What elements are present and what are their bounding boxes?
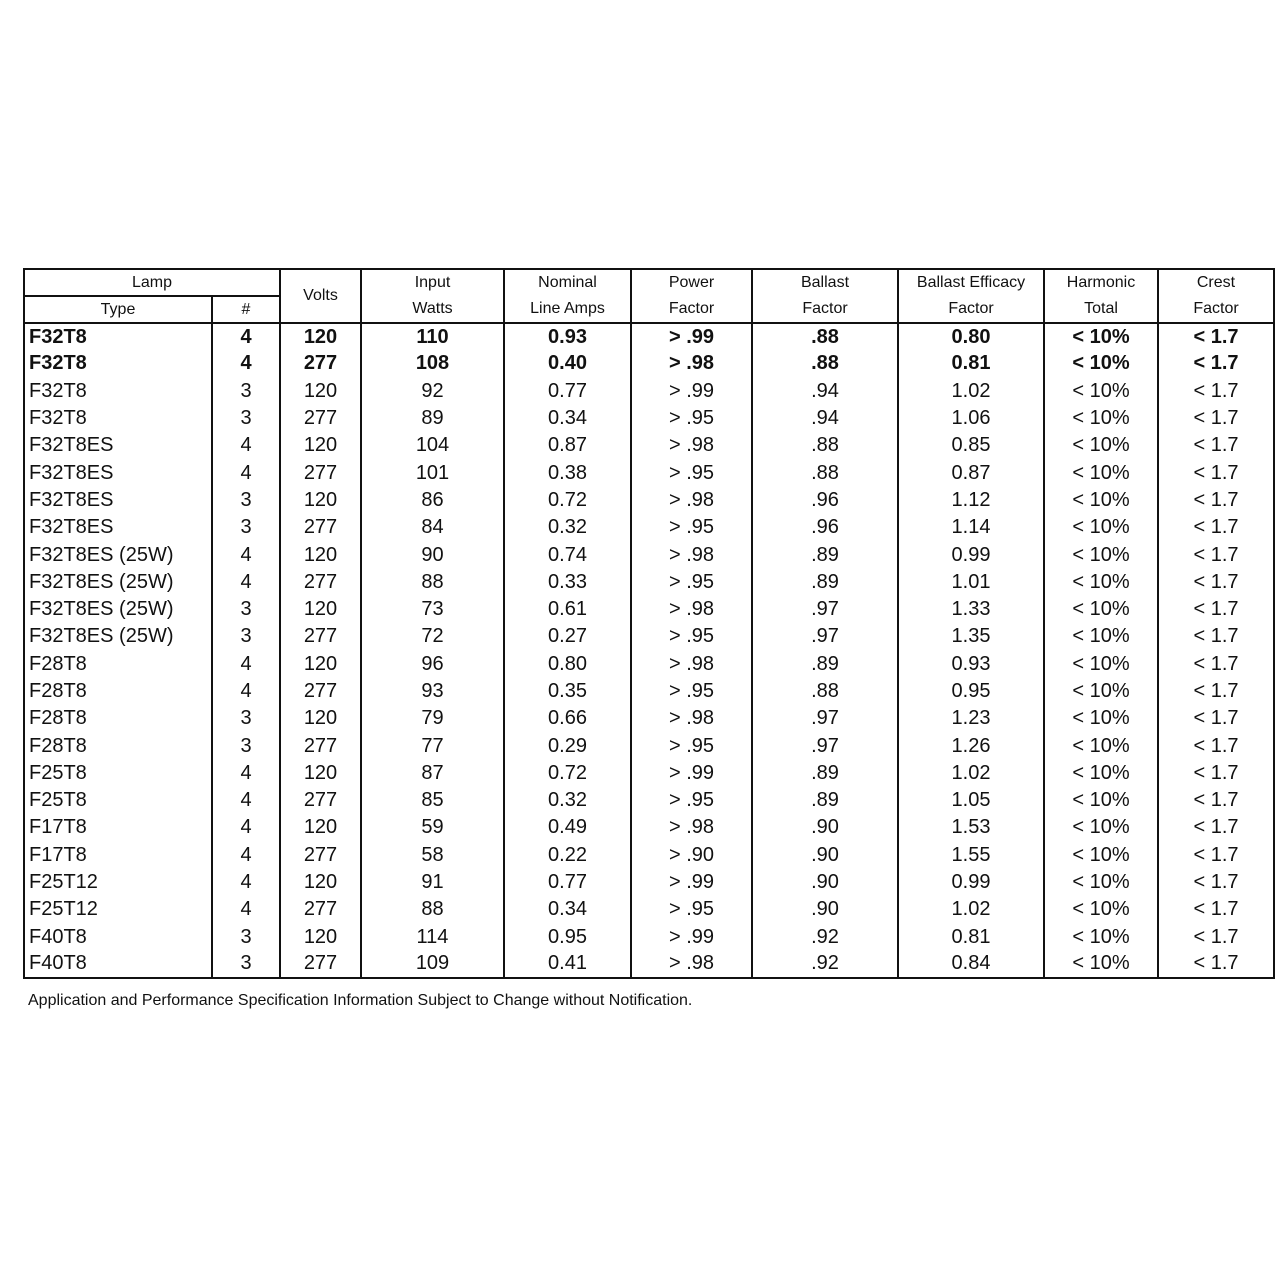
input-watts-header-line1: Input (361, 269, 504, 296)
input-watts-cell: 87 (361, 760, 504, 787)
table-row (24, 869, 1274, 896)
ballast-factor-cell: .89 (752, 651, 898, 678)
count-cell: 3 (212, 623, 280, 650)
table-row (24, 951, 1274, 978)
count-cell: 4 (212, 842, 280, 869)
crest-factor-cell: < 1.7 (1158, 323, 1274, 350)
harmonic-total-cell: < 10% (1044, 678, 1158, 705)
ballast-efficacy-cell: 1.26 (898, 732, 1044, 759)
power-factor-cell: > .98 (631, 814, 752, 841)
harmonic-total-cell: < 10% (1044, 459, 1158, 486)
count-cell: 4 (212, 323, 280, 350)
volts-cell: 120 (280, 541, 361, 568)
ballast-efficacy-cell: 1.55 (898, 842, 1044, 869)
harmonic-total-cell: < 10% (1044, 432, 1158, 459)
input-watts-cell: 108 (361, 350, 504, 377)
ballast-spec-table (23, 268, 1275, 979)
ballast-efficacy-cell: 0.80 (898, 323, 1044, 350)
type-cell: F40T8 (24, 951, 212, 978)
harmonic-total-cell: < 10% (1044, 405, 1158, 432)
power-factor-cell: > .95 (631, 405, 752, 432)
line-amps-cell: 0.77 (504, 869, 631, 896)
count-cell: 3 (212, 732, 280, 759)
power-factor-cell: > .95 (631, 732, 752, 759)
type-cell: F17T8 (24, 842, 212, 869)
count-cell: 4 (212, 814, 280, 841)
harmonic-total-cell: < 10% (1044, 842, 1158, 869)
type-cell: F32T8 (24, 405, 212, 432)
crest-factor-cell: < 1.7 (1158, 732, 1274, 759)
type-cell: F40T8 (24, 924, 212, 951)
crest-factor-cell: < 1.7 (1158, 678, 1274, 705)
type-cell: F32T8ES (25W) (24, 541, 212, 568)
count-cell: 3 (212, 951, 280, 978)
ballast-efficacy-cell: 1.02 (898, 760, 1044, 787)
type-cell: F32T8 (24, 378, 212, 405)
volts-cell: 120 (280, 432, 361, 459)
volts-cell: 120 (280, 651, 361, 678)
table-row (24, 514, 1274, 541)
ballast-efficacy-cell: 0.81 (898, 924, 1044, 951)
nominal-line-amps-header-line2: Line Amps (504, 296, 631, 323)
type-cell: F32T8ES (24, 487, 212, 514)
input-watts-cell: 93 (361, 678, 504, 705)
line-amps-cell: 0.72 (504, 487, 631, 514)
harmonic-total-cell: < 10% (1044, 514, 1158, 541)
harmonic-total-header-line2: Total (1044, 296, 1158, 323)
table-row (24, 787, 1274, 814)
count-cell: 4 (212, 760, 280, 787)
volts-cell: 120 (280, 760, 361, 787)
table-row (24, 487, 1274, 514)
count-cell: 3 (212, 405, 280, 432)
table-row (24, 378, 1274, 405)
crest-factor-cell: < 1.7 (1158, 514, 1274, 541)
crest-factor-cell: < 1.7 (1158, 705, 1274, 732)
type-cell: F32T8ES (25W) (24, 596, 212, 623)
count-cell: 4 (212, 350, 280, 377)
volts-cell: 120 (280, 378, 361, 405)
count-header: # (212, 296, 280, 323)
ballast-efficacy-factor-header-line1: Ballast Efficacy (898, 269, 1044, 296)
crest-factor-cell: < 1.7 (1158, 842, 1274, 869)
type-cell: F25T12 (24, 896, 212, 923)
crest-factor-cell: < 1.7 (1158, 596, 1274, 623)
ballast-efficacy-cell: 0.99 (898, 541, 1044, 568)
harmonic-total-cell: < 10% (1044, 787, 1158, 814)
ballast-factor-cell: .96 (752, 487, 898, 514)
crest-factor-cell: < 1.7 (1158, 760, 1274, 787)
ballast-factor-cell: .88 (752, 459, 898, 486)
ballast-efficacy-cell: 1.14 (898, 514, 1044, 541)
input-watts-cell: 92 (361, 378, 504, 405)
type-cell: F32T8ES (24, 432, 212, 459)
input-watts-cell: 109 (361, 951, 504, 978)
table-row (24, 569, 1274, 596)
input-watts-header-line2: Watts (361, 296, 504, 323)
ballast-factor-cell: .92 (752, 924, 898, 951)
line-amps-cell: 0.72 (504, 760, 631, 787)
table-row (24, 432, 1274, 459)
input-watts-cell: 85 (361, 787, 504, 814)
input-watts-cell: 88 (361, 569, 504, 596)
type-cell: F25T12 (24, 869, 212, 896)
table-row (24, 459, 1274, 486)
table-row (24, 814, 1274, 841)
harmonic-total-cell: < 10% (1044, 814, 1158, 841)
harmonic-total-cell: < 10% (1044, 487, 1158, 514)
ballast-factor-cell: .90 (752, 842, 898, 869)
input-watts-cell: 101 (361, 459, 504, 486)
harmonic-total-cell: < 10% (1044, 896, 1158, 923)
line-amps-cell: 0.93 (504, 323, 631, 350)
ballast-efficacy-cell: 1.33 (898, 596, 1044, 623)
volts-cell: 277 (280, 459, 361, 486)
ballast-efficacy-cell: 1.01 (898, 569, 1044, 596)
type-cell: F32T8 (24, 350, 212, 377)
volts-header: Volts (280, 269, 361, 323)
input-watts-cell: 91 (361, 869, 504, 896)
power-factor-cell: > .95 (631, 896, 752, 923)
crest-factor-cell: < 1.7 (1158, 459, 1274, 486)
crest-factor-cell: < 1.7 (1158, 814, 1274, 841)
ballast-efficacy-cell: 1.06 (898, 405, 1044, 432)
power-factor-cell: > .98 (631, 705, 752, 732)
line-amps-cell: 0.49 (504, 814, 631, 841)
volts-cell: 277 (280, 787, 361, 814)
line-amps-cell: 0.34 (504, 405, 631, 432)
line-amps-cell: 0.33 (504, 569, 631, 596)
ballast-factor-cell: .89 (752, 541, 898, 568)
ballast-efficacy-cell: 1.02 (898, 896, 1044, 923)
power-factor-cell: > .99 (631, 378, 752, 405)
header-row-top (24, 269, 1274, 296)
ballast-factor-cell: .94 (752, 405, 898, 432)
volts-cell: 277 (280, 569, 361, 596)
line-amps-cell: 0.27 (504, 623, 631, 650)
input-watts-cell: 114 (361, 924, 504, 951)
crest-factor-cell: < 1.7 (1158, 487, 1274, 514)
power-factor-cell: > .99 (631, 869, 752, 896)
ballast-factor-cell: .88 (752, 432, 898, 459)
volts-cell: 277 (280, 350, 361, 377)
input-watts-cell: 90 (361, 541, 504, 568)
power-factor-cell: > .98 (631, 432, 752, 459)
type-cell: F25T8 (24, 787, 212, 814)
table-row (24, 350, 1274, 377)
table-row (24, 651, 1274, 678)
table-row (24, 924, 1274, 951)
ballast-factor-cell: .90 (752, 814, 898, 841)
table-row (24, 678, 1274, 705)
ballast-efficacy-cell: 0.95 (898, 678, 1044, 705)
footnote: Application and Performance Specification Information Subject to Change without Notification. (28, 992, 693, 1009)
crest-factor-cell: < 1.7 (1158, 378, 1274, 405)
header-row-bottom (24, 296, 1274, 323)
table-row (24, 842, 1274, 869)
volts-cell: 277 (280, 514, 361, 541)
power-factor-cell: > .99 (631, 323, 752, 350)
power-factor-cell: > .95 (631, 623, 752, 650)
ballast-efficacy-cell: 0.85 (898, 432, 1044, 459)
power-factor-cell: > .98 (631, 350, 752, 377)
type-cell: F25T8 (24, 760, 212, 787)
type-cell: F28T8 (24, 705, 212, 732)
harmonic-total-cell: < 10% (1044, 869, 1158, 896)
table-row (24, 623, 1274, 650)
power-factor-cell: > .99 (631, 924, 752, 951)
harmonic-total-cell: < 10% (1044, 760, 1158, 787)
count-cell: 4 (212, 678, 280, 705)
power-factor-cell: > .98 (631, 541, 752, 568)
ballast-efficacy-factor-header-line2: Factor (898, 296, 1044, 323)
power-factor-cell: > .95 (631, 459, 752, 486)
count-cell: 3 (212, 514, 280, 541)
crest-factor-cell: < 1.7 (1158, 541, 1274, 568)
harmonic-total-cell: < 10% (1044, 569, 1158, 596)
power-factor-header-line2: Factor (631, 296, 752, 323)
line-amps-cell: 0.77 (504, 378, 631, 405)
count-cell: 4 (212, 896, 280, 923)
harmonic-total-cell: < 10% (1044, 623, 1158, 650)
harmonic-total-cell: < 10% (1044, 732, 1158, 759)
volts-cell: 120 (280, 487, 361, 514)
input-watts-cell: 77 (361, 732, 504, 759)
input-watts-cell: 96 (361, 651, 504, 678)
input-watts-cell: 59 (361, 814, 504, 841)
input-watts-cell: 110 (361, 323, 504, 350)
ballast-efficacy-cell: 1.53 (898, 814, 1044, 841)
table-row (24, 760, 1274, 787)
table-body (24, 323, 1274, 978)
ballast-factor-cell: .90 (752, 896, 898, 923)
ballast-factor-header-line1: Ballast (752, 269, 898, 296)
harmonic-total-cell: < 10% (1044, 378, 1158, 405)
volts-cell: 120 (280, 705, 361, 732)
count-cell: 4 (212, 541, 280, 568)
ballast-efficacy-cell: 0.93 (898, 651, 1044, 678)
harmonic-total-cell: < 10% (1044, 951, 1158, 978)
volts-cell: 277 (280, 896, 361, 923)
line-amps-cell: 0.32 (504, 787, 631, 814)
volts-cell: 120 (280, 924, 361, 951)
power-factor-cell: > .99 (631, 760, 752, 787)
line-amps-cell: 0.38 (504, 459, 631, 486)
table-row (24, 896, 1274, 923)
power-factor-cell: > .98 (631, 487, 752, 514)
ballast-factor-cell: .88 (752, 323, 898, 350)
power-factor-cell: > .95 (631, 569, 752, 596)
input-watts-cell: 89 (361, 405, 504, 432)
crest-factor-cell: < 1.7 (1158, 350, 1274, 377)
power-factor-cell: > .95 (631, 678, 752, 705)
ballast-factor-cell: .96 (752, 514, 898, 541)
input-watts-cell: 72 (361, 623, 504, 650)
input-watts-cell: 73 (361, 596, 504, 623)
volts-cell: 277 (280, 951, 361, 978)
ballast-factor-cell: .88 (752, 678, 898, 705)
count-cell: 3 (212, 596, 280, 623)
line-amps-cell: 0.29 (504, 732, 631, 759)
table-row (24, 541, 1274, 568)
table-row (24, 323, 1274, 350)
count-cell: 4 (212, 787, 280, 814)
type-cell: F28T8 (24, 732, 212, 759)
volts-cell: 120 (280, 323, 361, 350)
type-cell: F17T8 (24, 814, 212, 841)
crest-factor-cell: < 1.7 (1158, 951, 1274, 978)
input-watts-cell: 58 (361, 842, 504, 869)
ballast-factor-cell: .88 (752, 350, 898, 377)
line-amps-cell: 0.22 (504, 842, 631, 869)
count-cell: 4 (212, 869, 280, 896)
ballast-factor-cell: .97 (752, 623, 898, 650)
crest-factor-cell: < 1.7 (1158, 787, 1274, 814)
line-amps-cell: 0.61 (504, 596, 631, 623)
power-factor-cell: > .98 (631, 651, 752, 678)
type-cell: F32T8 (24, 323, 212, 350)
input-watts-cell: 104 (361, 432, 504, 459)
volts-cell: 120 (280, 814, 361, 841)
count-cell: 3 (212, 487, 280, 514)
ballast-factor-cell: .97 (752, 705, 898, 732)
line-amps-cell: 0.80 (504, 651, 631, 678)
type-cell: F28T8 (24, 651, 212, 678)
count-cell: 4 (212, 651, 280, 678)
count-cell: 3 (212, 924, 280, 951)
line-amps-cell: 0.41 (504, 951, 631, 978)
table-row (24, 405, 1274, 432)
harmonic-total-cell: < 10% (1044, 651, 1158, 678)
line-amps-cell: 0.95 (504, 924, 631, 951)
harmonic-total-cell: < 10% (1044, 924, 1158, 951)
ballast-efficacy-cell: 0.84 (898, 951, 1044, 978)
table-row (24, 705, 1274, 732)
ballast-efficacy-cell: 0.99 (898, 869, 1044, 896)
ballast-efficacy-cell: 1.02 (898, 378, 1044, 405)
power-factor-cell: > .98 (631, 951, 752, 978)
line-amps-cell: 0.66 (504, 705, 631, 732)
ballast-factor-cell: .90 (752, 869, 898, 896)
crest-factor-cell: < 1.7 (1158, 405, 1274, 432)
power-factor-cell: > .95 (631, 787, 752, 814)
line-amps-cell: 0.32 (504, 514, 631, 541)
nominal-line-amps-header-line1: Nominal (504, 269, 631, 296)
line-amps-cell: 0.87 (504, 432, 631, 459)
ballast-factor-cell: .89 (752, 787, 898, 814)
harmonic-total-cell: < 10% (1044, 350, 1158, 377)
crest-factor-cell: < 1.7 (1158, 569, 1274, 596)
table-row (24, 596, 1274, 623)
ballast-efficacy-cell: 1.23 (898, 705, 1044, 732)
volts-cell: 277 (280, 842, 361, 869)
ballast-factor-cell: .89 (752, 569, 898, 596)
ballast-factor-cell: .97 (752, 596, 898, 623)
power-factor-cell: > .98 (631, 596, 752, 623)
type-cell: F32T8ES (24, 459, 212, 486)
ballast-factor-cell: .97 (752, 732, 898, 759)
harmonic-total-header-line1: Harmonic (1044, 269, 1158, 296)
type-cell: F32T8ES (24, 514, 212, 541)
ballast-factor-cell: .89 (752, 760, 898, 787)
count-cell: 3 (212, 378, 280, 405)
count-cell: 4 (212, 432, 280, 459)
volts-cell: 120 (280, 596, 361, 623)
ballast-factor-header-line2: Factor (752, 296, 898, 323)
table-row (24, 732, 1274, 759)
type-cell: F32T8ES (25W) (24, 623, 212, 650)
harmonic-total-cell: < 10% (1044, 705, 1158, 732)
input-watts-cell: 88 (361, 896, 504, 923)
line-amps-cell: 0.40 (504, 350, 631, 377)
ballast-factor-cell: .94 (752, 378, 898, 405)
power-factor-cell: > .90 (631, 842, 752, 869)
harmonic-total-cell: < 10% (1044, 596, 1158, 623)
ballast-factor-cell: .92 (752, 951, 898, 978)
volts-cell: 277 (280, 623, 361, 650)
count-cell: 4 (212, 459, 280, 486)
crest-factor-cell: < 1.7 (1158, 623, 1274, 650)
volts-cell: 277 (280, 732, 361, 759)
crest-factor-cell: < 1.7 (1158, 896, 1274, 923)
power-factor-header-line1: Power (631, 269, 752, 296)
harmonic-total-cell: < 10% (1044, 323, 1158, 350)
volts-cell: 277 (280, 405, 361, 432)
ballast-efficacy-cell: 0.81 (898, 350, 1044, 377)
crest-factor-cell: < 1.7 (1158, 924, 1274, 951)
ballast-efficacy-cell: 1.35 (898, 623, 1044, 650)
crest-factor-cell: < 1.7 (1158, 432, 1274, 459)
ballast-efficacy-cell: 1.05 (898, 787, 1044, 814)
ballast-efficacy-cell: 1.12 (898, 487, 1044, 514)
type-cell: F28T8 (24, 678, 212, 705)
harmonic-total-cell: < 10% (1044, 541, 1158, 568)
input-watts-cell: 84 (361, 514, 504, 541)
volts-cell: 277 (280, 678, 361, 705)
lamp-group-header: Lamp (24, 269, 280, 296)
count-cell: 4 (212, 569, 280, 596)
input-watts-cell: 79 (361, 705, 504, 732)
input-watts-cell: 86 (361, 487, 504, 514)
line-amps-cell: 0.74 (504, 541, 631, 568)
crest-factor-cell: < 1.7 (1158, 651, 1274, 678)
volts-cell: 120 (280, 869, 361, 896)
type-header: Type (24, 296, 212, 323)
crest-factor-header-line1: Crest (1158, 269, 1274, 296)
type-cell: F32T8ES (25W) (24, 569, 212, 596)
line-amps-cell: 0.34 (504, 896, 631, 923)
power-factor-cell: > .95 (631, 514, 752, 541)
crest-factor-header-line2: Factor (1158, 296, 1274, 323)
count-cell: 3 (212, 705, 280, 732)
ballast-efficacy-cell: 0.87 (898, 459, 1044, 486)
crest-factor-cell: < 1.7 (1158, 869, 1274, 896)
line-amps-cell: 0.35 (504, 678, 631, 705)
